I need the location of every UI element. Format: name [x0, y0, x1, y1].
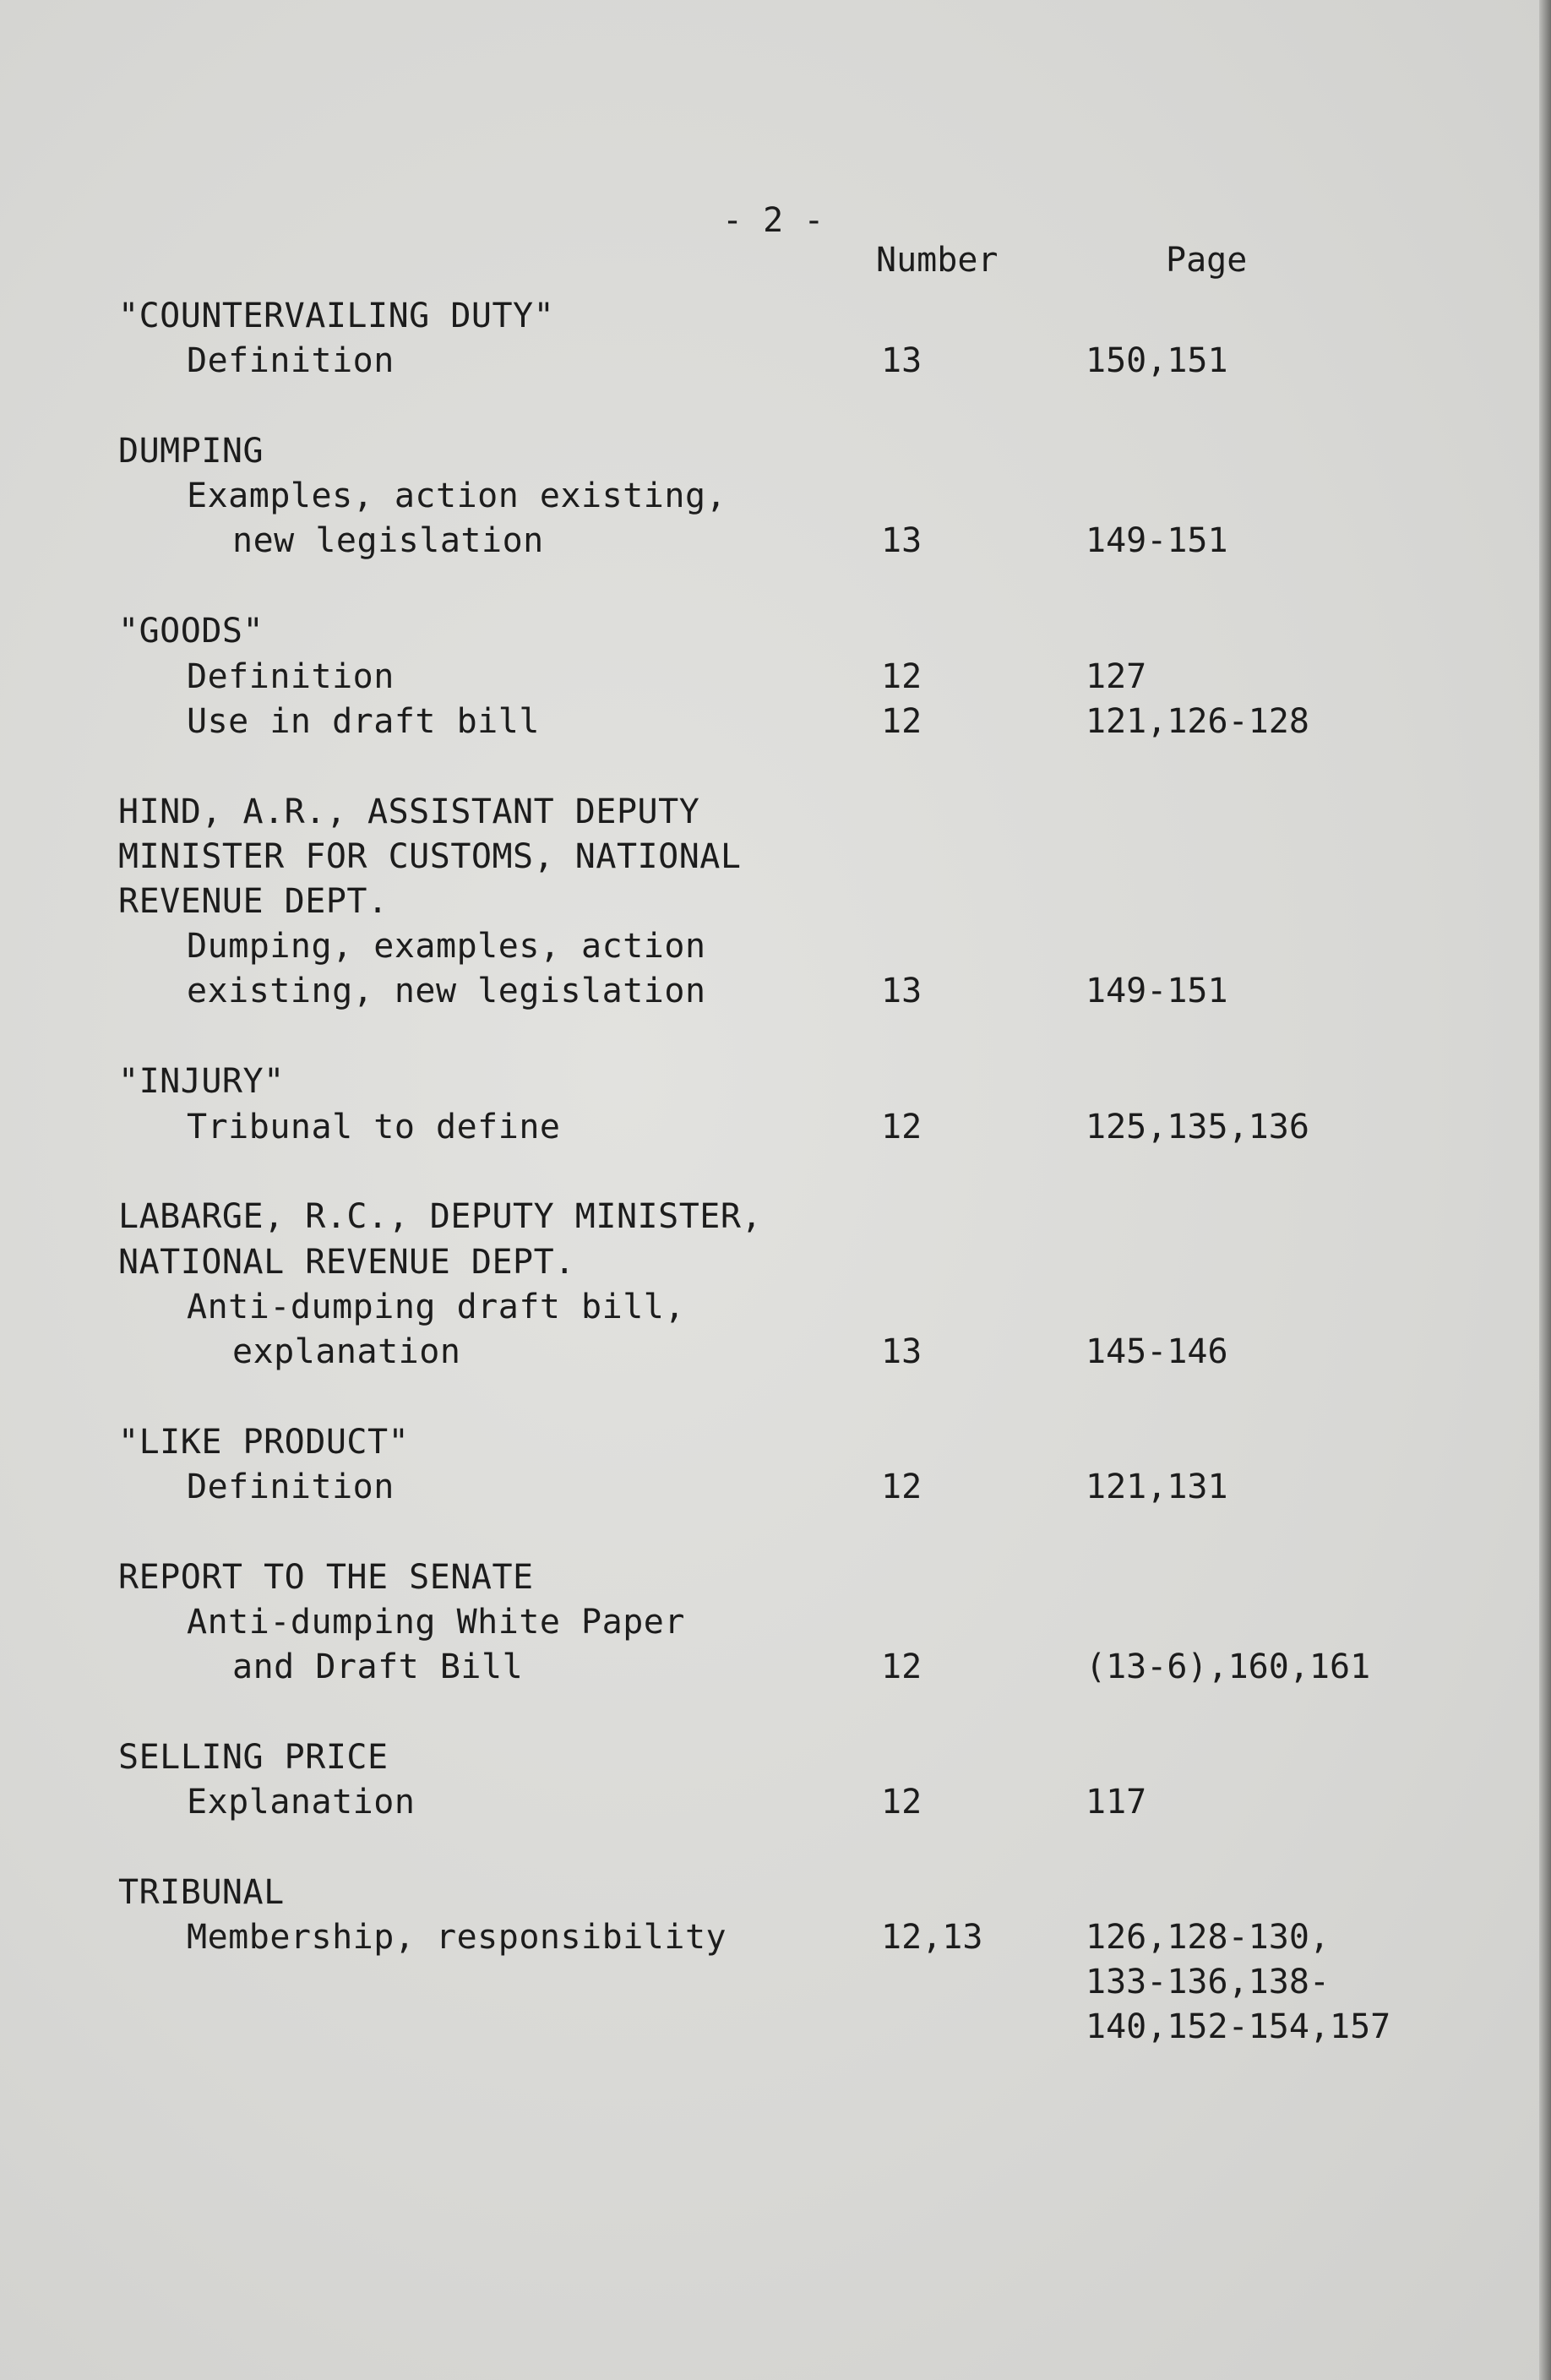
entry-subitem-explanation: Explanation [187, 1783, 416, 1822]
entry-heading-like-product: "LIKE PRODUCT" [118, 1423, 410, 1462]
page-number: - 2 - [722, 201, 824, 240]
entry-heading-labarge-line: NATIONAL REVENUE DEPT. [118, 1243, 575, 1282]
entry-subitem-definition: Definition [187, 1468, 395, 1506]
entry-heading-countervailing-duty: "COUNTERVAILING DUTY" [118, 297, 555, 335]
entry-subitem-line: Examples, action existing, [187, 477, 727, 515]
entry-heading-report-to-the-senate: REPORT TO THE SENATE [118, 1558, 534, 1597]
entry-number: 13 [881, 341, 922, 380]
entry-number: 13 [881, 521, 922, 560]
entry-number: 12 [881, 1108, 922, 1146]
entry-number: 12 [881, 657, 922, 696]
entry-number: 12 [881, 1783, 922, 1822]
entry-subitem-line: Anti-dumping draft bill, [187, 1288, 685, 1326]
entry-subitem-definition: Definition [187, 657, 395, 696]
entry-heading-hind-line: REVENUE DEPT. [118, 882, 389, 921]
entry-heading-hind: HIND, A.R., ASSISTANT DEPUTY [118, 792, 700, 831]
entry-pages: 145-146 [1086, 1332, 1228, 1371]
entry-number: 13 [881, 972, 922, 1010]
column-header-number: Number [876, 241, 999, 280]
entry-subitem-use-in-draft-bill: Use in draft bill [187, 702, 540, 741]
entry-pages: 149-151 [1086, 521, 1228, 560]
entry-number: 12 [881, 1468, 922, 1506]
entry-pages: (13-6),160,161 [1086, 1647, 1371, 1686]
entry-heading-injury: "INJURY" [118, 1062, 285, 1101]
entry-pages: 150,151 [1086, 341, 1228, 380]
entry-pages: 117 [1086, 1783, 1147, 1822]
entry-subitem-definition: Definition [187, 341, 395, 380]
entry-subitem-line: and Draft Bill [232, 1647, 524, 1686]
entry-subitem-membership-responsibility: Membership, responsibility [187, 1918, 727, 1957]
entry-heading-labarge: LABARGE, R.C., DEPUTY MINISTER, [118, 1197, 763, 1236]
entry-heading-tribunal: TRIBUNAL [118, 1873, 285, 1912]
entry-subitem-line: Dumping, examples, action [187, 927, 706, 966]
entry-subitem-line: new legislation [232, 521, 544, 560]
entry-number: 12,13 [881, 1918, 983, 1957]
entry-number: 12 [881, 1647, 922, 1686]
column-header-page: Page [1166, 241, 1248, 280]
page-edge-shadow [1539, 0, 1551, 2380]
entry-pages-line: 133-136,138- [1086, 1963, 1330, 2001]
entry-heading-hind-line: MINISTER FOR CUSTOMS, NATIONAL [118, 837, 742, 876]
entry-heading-dumping: DUMPING [118, 432, 264, 471]
entry-subitem-line: explanation [232, 1332, 461, 1371]
entry-pages-line: 140,152-154,157 [1086, 2007, 1391, 2046]
entry-pages: 125,135,136 [1086, 1108, 1309, 1146]
entry-subitem-tribunal-to-define: Tribunal to define [187, 1108, 561, 1146]
entry-number: 12 [881, 702, 922, 741]
entry-pages: 121,126-128 [1086, 702, 1309, 741]
entry-pages: 149-151 [1086, 972, 1228, 1010]
entry-heading-goods: "GOODS" [118, 612, 264, 651]
entry-heading-selling-price: SELLING PRICE [118, 1738, 389, 1777]
entry-subitem-line: Anti-dumping White Paper [187, 1603, 685, 1642]
entry-pages: 121,131 [1086, 1468, 1228, 1506]
entry-number: 13 [881, 1332, 922, 1371]
entry-subitem-line: existing, new legislation [187, 972, 706, 1010]
entry-pages: 127 [1086, 657, 1147, 696]
entry-pages: 126,128-130, [1086, 1918, 1330, 1957]
